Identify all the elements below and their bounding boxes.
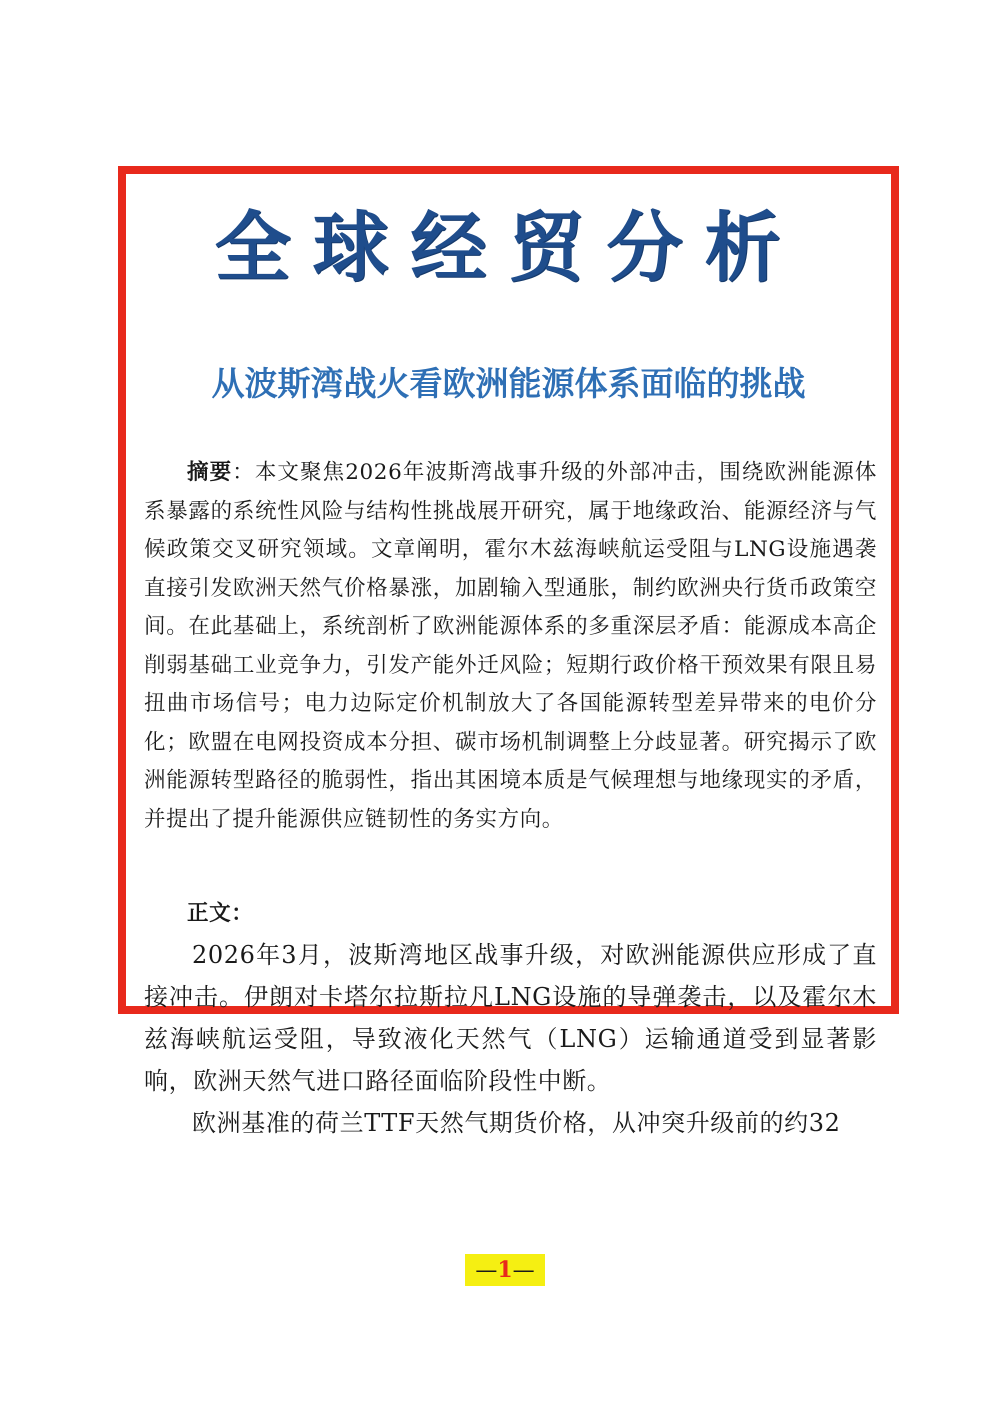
abstract-paragraph [144,454,877,839]
abstract-colon: ： [232,460,255,485]
page-dash-left: — [475,1258,498,1283]
body-label: 正文： [187,901,254,926]
abstract-text: 本文聚焦2026年波斯湾战事升级的外部冲击，围绕欧洲能源体系暴露的系统性风险与结构性挑战展开研究，属于地缘政治、能源经济与气候政策交叉研究领域。文章阐明，霍尔木兹海峡航运受阻与LNG设施遇袭直接引发欧洲天然气价格暴涨，加剧输入型通胀，制约欧洲央行货币政策空间。在此基础上，系统剖析了欧洲能源体系的多重深层矛盾：能源成本高企削弱基础工业竞争力，引发产能外迁风险；短期行政价格干预效果有限且易扭曲市场信号；电力边际定价机制放大了各国能源转型差异带来的电价分化；欧盟在电网投资成本分担、碳市场机制调整上分歧显著。研究揭示了欧洲能源转型路径的脆弱性，指出其困境本质是气候理想与地缘现实的矛盾，并提出了提升能源供应链韧性的务实方向。 [144,460,878,832]
body-section [144,895,877,1144]
body-paragraph: 欧洲基准的荷兰TTF天然气期货价格，从冲突升级前的约32 [192,1108,841,1137]
article-content [144,454,877,1144]
page-dash-right: — [512,1258,535,1283]
page-frame [118,166,899,1137]
masthead-title: 全球经贸分析 [214,203,803,292]
body-paragraph: 2026年3月，波斯湾地区战事升级，对欧洲能源供应形成了直接冲击。伊朗对卡塔尔拉斯拉凡LNG设施的导弹袭击，以及霍尔木兹海峡航运受阻，导致液化天然气（LNG）运输通道受到显著影响，欧洲天然气进口路径面临阶段性中断。 [144,940,877,1095]
abstract-label: 摘要 [187,460,233,485]
page-number: 1 [497,1257,513,1283]
article-title: 从波斯湾战火看欧洲能源体系面临的挑战 [211,364,806,403]
page-number-badge [465,1254,545,1286]
